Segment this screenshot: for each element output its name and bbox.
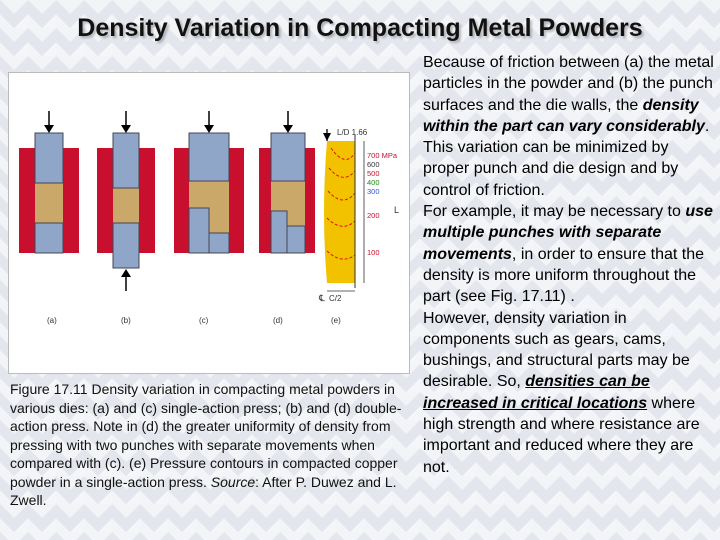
panel-label-b: (b) (121, 316, 131, 325)
punch-bottom-a (35, 223, 63, 253)
p2-text-a: For example, it may be necessary to (423, 203, 686, 221)
pressure-label-200: 200 (367, 211, 380, 220)
panel-label-c: (c) (199, 316, 209, 325)
figure-caption (10, 380, 410, 510)
die-b (97, 111, 155, 291)
panel-label-e: (e) (331, 316, 341, 325)
powder-b (113, 188, 139, 223)
punch-outer-d (287, 226, 305, 253)
ld-label: L/D 1.66 (337, 128, 368, 137)
centerline-label: ℄ (319, 293, 325, 303)
caption-source-text: : After P. Duwez and L. Zwell. (10, 473, 397, 508)
die-d (259, 111, 315, 253)
p2-text-b: , in order to ensure that the density is more uniform throughout the part (see Fig. 17.11) . (423, 245, 705, 306)
pressure-label-600: 600 (367, 160, 380, 169)
p1-text-b: . This variation can be minimized by proper punch and die design and by control of friction. (423, 117, 710, 199)
punch-bottom-c (189, 208, 209, 253)
punch-bottom-b (113, 223, 139, 268)
p3-text-b: where high strength and where resistance are important and reduced where they are not. (423, 394, 700, 476)
punch-top-d (271, 133, 305, 181)
body-text (423, 52, 718, 478)
punch-inner-d (271, 211, 287, 253)
p3-text-a: However, density variation in components such as gears, cams, bushings, and structural parts may be desirable. So, (423, 309, 690, 391)
c2-label: C/2 (329, 294, 342, 303)
p2-emphasis: use multiple punches with separate movements (423, 203, 713, 263)
pressure-label-100: 100 (367, 248, 380, 257)
pressure-contour-e (318, 128, 399, 303)
die-diagram (9, 73, 409, 373)
die-a (19, 111, 79, 253)
caption-text: Figure 17.11 Density variation in compacting metal powders in various dies: (a) and (c) single-action press; (b) and (d) double-action press. Note in (d) the greater uniformity of density from pressing with two punches with separate movements when compared with (c). (e) Pressure contours in compacted copper powder in a single-action press. (10, 381, 402, 490)
copper-compact (324, 141, 355, 283)
p1-text-a: Because of friction between (a) the metal particles in the powder and (b) the punch surfaces and the die walls, the (423, 54, 714, 114)
powder-a (35, 183, 63, 223)
figure-17-11 (8, 72, 410, 374)
l-label: L (394, 205, 400, 215)
panel-label-d: (d) (273, 316, 283, 325)
punch-top-a (35, 133, 63, 183)
p1-emphasis: density within the part can vary considerably (423, 96, 705, 135)
punch-top-b (113, 133, 139, 188)
slide-title: Density Variation in Compacting Metal Powders (77, 14, 643, 42)
pressure-label-500: 500 (367, 169, 380, 178)
pressure-label-400: 400 (367, 178, 380, 187)
p3-emphasis: densities can be increased in critical locations (423, 373, 650, 412)
caption-source-label: Source (210, 473, 256, 490)
die-c (174, 111, 244, 253)
panel-label-a: (a) (47, 316, 57, 325)
punch-top-c (189, 133, 229, 181)
pressure-label-700: 700 MPa (367, 151, 398, 160)
pressure-label-300: 300 (367, 187, 380, 196)
